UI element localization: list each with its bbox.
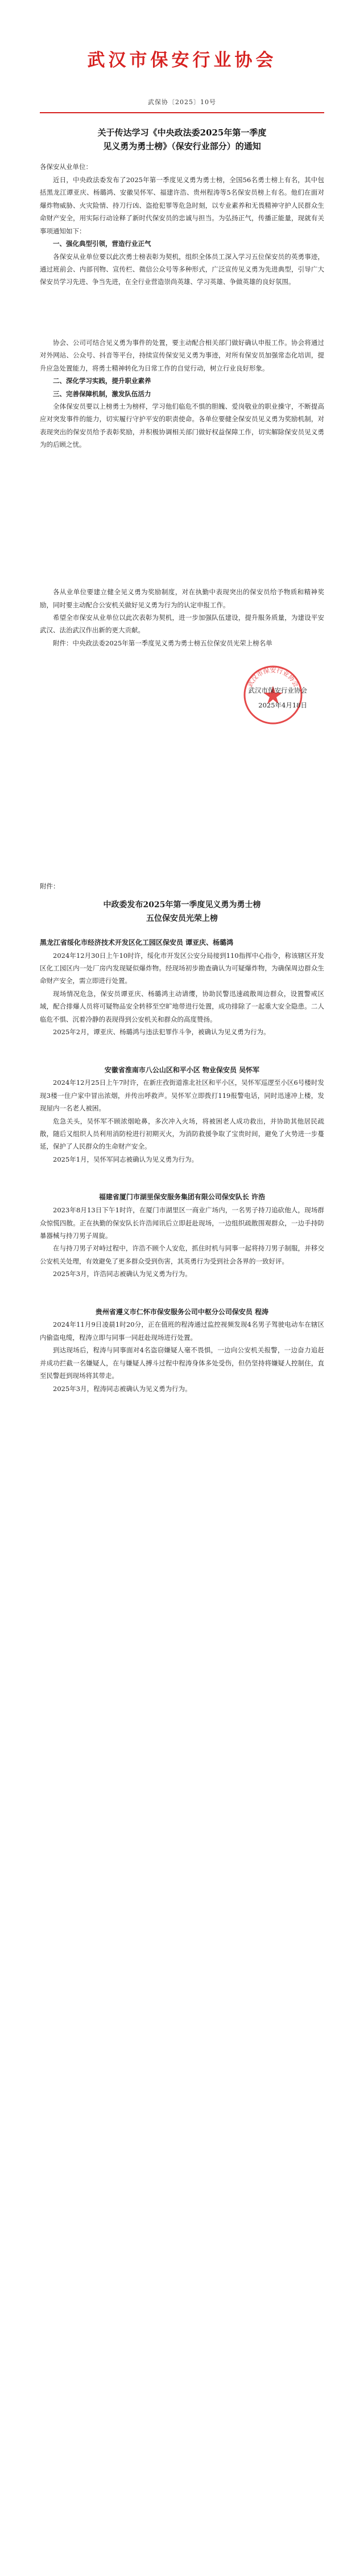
- person-heading-2: 安徽省淮南市八公山区和平小区 物业保安员 吴怀军: [104, 1065, 260, 1074]
- notice-title: [40, 126, 324, 153]
- attachment-title: [40, 899, 324, 926]
- notice-title-line-2: 见义勇为勇士榜》（保安行业部分）的通知: [103, 141, 261, 152]
- signature-date: 2025年4月18日: [258, 701, 307, 710]
- person-3-paragraph-3: 2025年3月，许浩同志被确认为见义勇为行为。: [53, 1270, 192, 1278]
- attachment-label: 附件：: [40, 882, 60, 891]
- person-section-1: [40, 936, 324, 1039]
- closing-paragraph-2: 希望全市保安从业单位以此次表彰为契机，进一步加强队伍建设，提升服务质量，为建设平安武汉、法治武汉作出新的更大贡献。: [40, 614, 324, 635]
- person-section-3: [40, 1191, 324, 1280]
- seal-text: 武汉市保安行业协会: [246, 666, 300, 689]
- attachment-title-line-1: 中政委发布2025年第一季度见义勇为勇士榜: [103, 900, 261, 910]
- official-seal-icon: [241, 663, 305, 727]
- person-4-paragraph-1: 2024年11月9日凌晨1时20分，正在值班的程涛通过监控视频发现4名男子驾驶电动车在辖区内偷盗电缆，程涛立即与同事一同赶赴现场进行处置。: [40, 1320, 324, 1342]
- notice-title-line-1: 关于传达学习《中央政法委2025年第一季度: [97, 127, 267, 138]
- red-divider-line: [40, 112, 324, 113]
- document-number: 武保协〔2025〕10号: [148, 98, 216, 106]
- person-3-paragraph-2: 在与持刀男子对峙过程中，许浩不顾个人安危，抓住时机与同事一起将持刀男子制服，并移交公安机关处理，有效避免了更多群众受到伤害，其英勇行为受到社会各界的一致好评。: [40, 1244, 324, 1265]
- section-heading-2: 二、深化学习实践，提升职业素养: [53, 377, 151, 385]
- person-1-paragraph-1: 2024年12月30日上午10时许，绥化市开发区公安分局接到110指挥中心指令，称该辖区开发区化工园区内一处厂房内发现疑似爆炸物。经现场初步勘查确认为可疑爆炸物，为确保周边群众生命财产安全，需立即进行处置。: [40, 951, 324, 985]
- masthead: [40, 0, 324, 113]
- section-heading-3: 三、完善保障机制，激发队伍活力: [53, 389, 151, 398]
- notice-body-part-2: [40, 586, 324, 859]
- section-body-2: 协会、公司可结合见义勇为事件的处置，要主动配合相关部门做好确认申报工作。协会将通过对外网站、公众号、抖音等平台，持续宣传保安见义勇为事迹，对所有保安员加强常态化培训，提升应急处置能力，将勇士精神转化为日常工作的自觉行动，树立行业良好形象。: [40, 338, 324, 372]
- person-2-paragraph-3: 2025年1月，吴怀军同志被确认为见义勇为行为。: [53, 1155, 198, 1163]
- signature-block: [40, 663, 324, 731]
- section-body-1: 各保安从业单位要以此次勇士榜表彰为契机，组织全体员工深入学习五位保安员的英勇事迹，通过班前会、内部刊物、宣传栏、微信公众号等多种形式，广泛宣传见义勇为先进典型，引导广大保安员学习先进、争当先进，在全行业营造崇尚英雄、学习英雄、争做英雄的良好氛围。: [40, 252, 324, 286]
- person-2-paragraph-2: 危急关头，吴怀军不顾浓烟呛鼻，多次冲入火场，将被困老人成功救出，并协助其他居民疏散，随后又组织人员利用消防栓进行初期灭火，为消防救援争取了宝贵时间，避免了火势进一步蔓延，保护了人民群众的生命财产安全。: [40, 1117, 324, 1151]
- person-4-paragraph-2: 到达现场后，程涛与同事面对4名盗窃嫌疑人毫不畏惧，一边向公安机关报警，一边奋力追赶并成功拦截一名嫌疑人，在与嫌疑人搏斗过程中程涛身体多处受伤，但仍坚持将嫌疑人控制住，直至民警赶到现场将其带走。: [40, 1346, 324, 1380]
- attachment-reference: 附件：中央政法委2025年第一季度见义勇为勇士榜五位保安员光荣上榜名单: [53, 639, 272, 647]
- person-4-paragraph-3: 2025年3月，程涛同志被确认为见义勇为行为。: [53, 1384, 192, 1393]
- signature-organization: 武汉市保安行业协会: [248, 686, 307, 695]
- person-section-2: [40, 1064, 324, 1166]
- attachment-title-line-2: 五位保安员光荣上榜: [146, 913, 218, 923]
- person-heading-4: 贵州省遵义市仁怀市保安服务公司中枢分公司保安员 程涛: [95, 1307, 269, 1316]
- person-2-paragraph-1: 2024年12月25日上午7时许，在新庄孜街道淮北社区和平小区，吴怀军巡逻至小区6号楼时发现3楼一住户家中冒出浓烟，并传出呼救声。吴怀军立即拨打119报警电话，同时迅速冲上楼，发现屋内一名老人被困。: [40, 1079, 324, 1113]
- person-heading-3: 福建省厦门市湖里保安服务集团有限公司保安队长 许浩: [98, 1193, 266, 1201]
- intro-paragraph: 近日，中央政法委发布了2025年第一季度见义勇为勇士榜，全国56名勇士榜上有名，其中包括黑龙江谭亚庆、杨璐鸿、安徽吴怀军、福建许浩、贵州程涛等5名保安员榜上有名。他们在面对爆炸物威胁、火灾险情、持刀行凶、盗抢犯罪等危急时刻，以专业素养和无畏精神守护人民群众生命财产安全，用实际行动诠释了新时代保安员的忠诚与担当。为弘扬正气，传播正能量，现就有关事项通知如下：: [40, 176, 324, 235]
- person-section-4: [40, 1306, 324, 1395]
- svg-text:武汉市保安行业协会: [246, 666, 300, 688]
- person-heading-1: 黑龙江省绥化市经济技术开发区化工园区保安员 谭亚庆、杨璐鸿: [40, 938, 234, 947]
- addressee: 各保安从业单位：: [40, 163, 92, 171]
- notice-body-part-1: [40, 153, 324, 586]
- closing-paragraph-1: 各从业单位要建立健全见义勇为奖励制度，对在执勤中表现突出的保安员给予物质和精神奖励，同时要主动配合公安机关做好见义勇为行为的认定申报工作。: [40, 588, 324, 609]
- org-name-title: 武汉市保安行业协会: [87, 50, 277, 71]
- section-heading-1: 一、强化典型引领，营造行业正气: [53, 240, 151, 248]
- person-1-paragraph-3: 2025年2月，谭亚庆、杨璐鸿与违法犯罪作斗争，被确认为见义勇为行为。: [53, 1028, 270, 1036]
- section-body-3: 全体保安员要以上榜勇士为榜样，学习他们临危不惧的胆魄、爱岗敬业的职业操守，不断提高应对突发事件的能力，切实履行守护平安的职责使命。各单位要健全保安员见义勇为奖励机制，对表现突出的保安员给予表彰奖励，并积极协调相关部门做好权益保障工作，切实解除保安员见义勇为的后顾之忧。: [40, 402, 324, 449]
- person-1-paragraph-2: 现场情况危急，保安员谭亚庆、杨璐鸿主动请缨，协助民警迅速疏散周边群众，设置警戒区域，配合排爆人员将可疑物品安全转移至空旷地带进行处置，成功排除了一起重大安全隐患。二人临危不惧、沉着冷静的表现得到公安机关和群众的高度赞扬。: [40, 989, 324, 1023]
- person-3-paragraph-1: 2023年8月13日下午1时许，在厦门市湖里区一商业广场内，一名男子持刀追砍他人，现场群众惊慌四散。正在执勤的保安队长许浩闻讯后立即赶赴现场，一边组织疏散围观群众，一边手持防暴器械与持刀男子周旋。: [40, 1206, 324, 1240]
